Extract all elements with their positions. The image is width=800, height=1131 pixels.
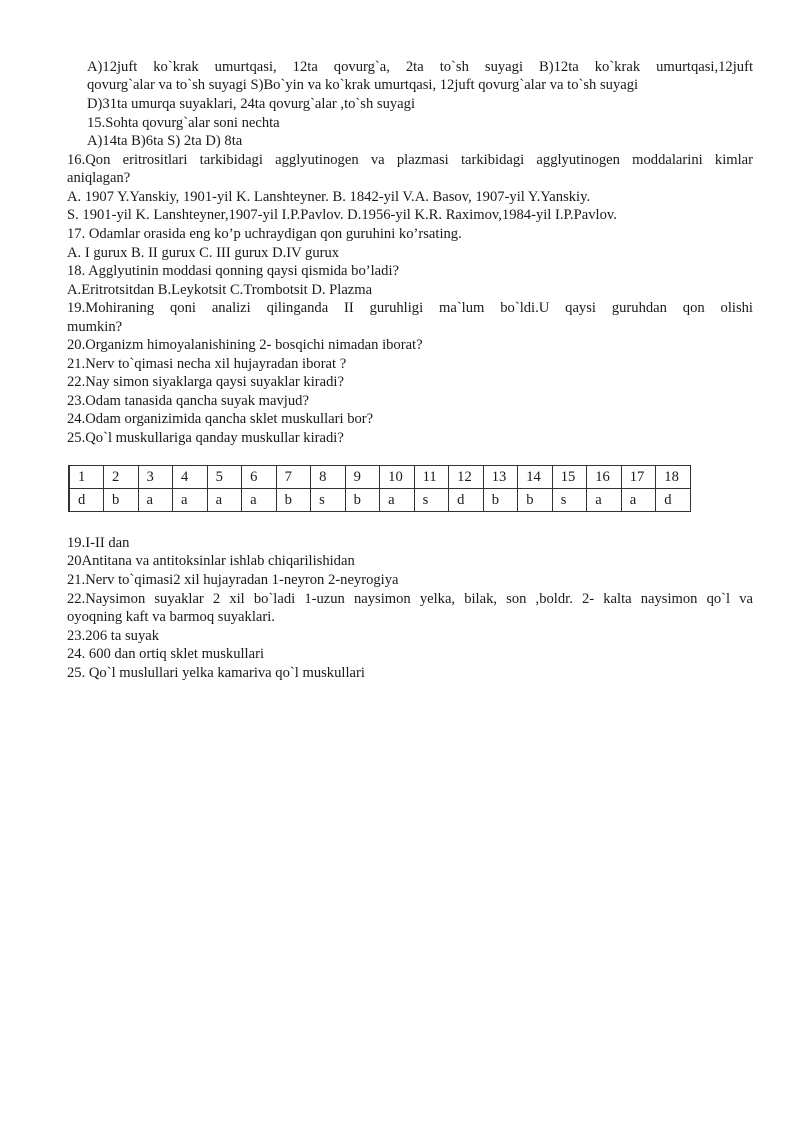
answer-23: 23.206 ta suyak bbox=[67, 628, 160, 644]
question-17-options: A. I gurux B. II gurux C. III gurux D.IV gurux bbox=[67, 245, 340, 261]
table-cell: 2 bbox=[104, 466, 139, 489]
question-16-options-ab: A. 1907 Y.Yanskiy, 1901-yil K. Lanshteyner. B. 1842-yil V.A. Basov, 1907-yil Y.Yanskiy. bbox=[67, 189, 591, 205]
table-cell: a bbox=[173, 489, 208, 512]
answer-20: 20Antitana va antitoksinlar ishlab chiqarilishidan bbox=[67, 553, 355, 569]
question-24: 24.Odam organizimida qancha sklet muskullari bor? bbox=[67, 411, 374, 427]
question-21: 21.Nerv to`qimasi necha xil hujayradan iborat ? bbox=[67, 356, 347, 372]
question-16-continuation: aniqlagan? bbox=[67, 170, 131, 186]
table-cell: s bbox=[311, 489, 346, 512]
table-cell: s bbox=[552, 489, 587, 512]
table-cell: 1 bbox=[69, 466, 104, 489]
answer-22-continuation: oyoqning kaft va barmoq suyaklari. bbox=[67, 609, 275, 625]
table-cell: a bbox=[587, 489, 622, 512]
answer-key-table bbox=[68, 465, 691, 512]
table-cell: 6 bbox=[242, 466, 277, 489]
table-cell: 17 bbox=[621, 466, 656, 489]
question-16: 16.Qon eritrositlari tarkibidagi agglyutinogen va plazmasi tarkibidagi agglyutinogen moddalarini kimlar bbox=[67, 152, 753, 168]
question-14-options-bs: qovurg`alar va to`sh suyagi S)Bo`yin va ko`krak umurtqasi, 12juft qovurg`alar va to`sh suyagi bbox=[87, 77, 639, 93]
table-cell: d bbox=[69, 489, 104, 512]
table-cell: 10 bbox=[380, 466, 415, 489]
question-23: 23.Odam tanasida qancha suyak mavjud? bbox=[67, 393, 309, 409]
question-20: 20.Organizm himoyalanishining 2- bosqichi nimadan iborat? bbox=[67, 337, 423, 353]
answer-key-letters-row bbox=[69, 489, 691, 512]
table-cell: 4 bbox=[173, 466, 208, 489]
answer-key-numbers-row bbox=[69, 466, 691, 489]
table-cell: a bbox=[207, 489, 242, 512]
table-cell: 11 bbox=[414, 466, 449, 489]
question-19: 19.Mohiraning qoni analizi qilinganda II guruhligi ma`lum bo`ldi.U qaysi guruhdan qon olishi bbox=[67, 300, 753, 316]
table-cell: b bbox=[483, 489, 518, 512]
table-cell: 12 bbox=[449, 466, 484, 489]
question-17: 17. Odamlar orasida eng ko’p uchraydigan qon guruhini ko’rsating. bbox=[67, 226, 462, 242]
table-cell: d bbox=[656, 489, 691, 512]
table-cell: 7 bbox=[276, 466, 311, 489]
table-cell: d bbox=[449, 489, 484, 512]
answer-21: 21.Nerv to`qimasi2 xil hujayradan 1-neyron 2-neyrogiya bbox=[67, 572, 399, 588]
answer-24: 24. 600 dan ortiq sklet muskullari bbox=[67, 646, 264, 662]
table-cell: 3 bbox=[138, 466, 173, 489]
table-cell: a bbox=[621, 489, 656, 512]
table-cell: 14 bbox=[518, 466, 553, 489]
question-25: 25.Qo`l muskullariga qanday muskullar kiradi? bbox=[67, 430, 344, 446]
table-cell: 18 bbox=[656, 466, 691, 489]
question-18-options: A.Eritrotsitdan B.Leykotsit C.Trombotsit D. Plazma bbox=[67, 282, 373, 298]
table-cell: 5 bbox=[207, 466, 242, 489]
question-22: 22.Nay simon siyaklarga qaysi suyaklar kiradi? bbox=[67, 374, 344, 390]
table-cell: 16 bbox=[587, 466, 622, 489]
table-cell: 13 bbox=[483, 466, 518, 489]
table-cell: b bbox=[104, 489, 139, 512]
table-cell: b bbox=[518, 489, 553, 512]
question-19-continuation: mumkin? bbox=[67, 319, 123, 335]
question-14-option-d: D)31ta umurqa suyaklari, 24ta qovurg`alar ,to`sh suyagi bbox=[87, 96, 416, 112]
table-cell: 9 bbox=[345, 466, 380, 489]
answer-25: 25. Qo`l muslullari yelka kamariva qo`l muskullari bbox=[67, 665, 365, 681]
table-cell: b bbox=[276, 489, 311, 512]
question-14-options-ab: A)12juft ko`krak umurtqasi, 12ta qovurg`a, 2ta to`sh suyagi B)12ta ko`krak umurtqasi,12juft bbox=[87, 59, 753, 75]
question-15: 15.Sohta qovurg`alar soni nechta bbox=[87, 115, 280, 131]
question-15-options: A)14ta B)6ta S) 2ta D) 8ta bbox=[87, 133, 243, 149]
table-cell: 8 bbox=[311, 466, 346, 489]
table-cell: a bbox=[138, 489, 173, 512]
table-cell: b bbox=[345, 489, 380, 512]
question-16-options-sd: S. 1901-yil K. Lanshteyner,1907-yil I.P.Pavlov. D.1956-yil K.R. Raximov,1984-yil I.P.Pavlov. bbox=[67, 207, 617, 223]
answer-19: 19.I-II dan bbox=[67, 535, 130, 551]
table-cell: s bbox=[414, 489, 449, 512]
answer-22: 22.Naysimon suyaklar 2 xil bo`ladi 1-uzun naysimon yelka, bilak, son ,boldr. 2- kalta naysimon qo`l va bbox=[67, 591, 753, 607]
table-cell: a bbox=[242, 489, 277, 512]
table-cell: a bbox=[380, 489, 415, 512]
table-cell: 15 bbox=[552, 466, 587, 489]
question-18: 18. Agglyutinin moddasi qonning qaysi qismida bo’ladi? bbox=[67, 263, 399, 279]
